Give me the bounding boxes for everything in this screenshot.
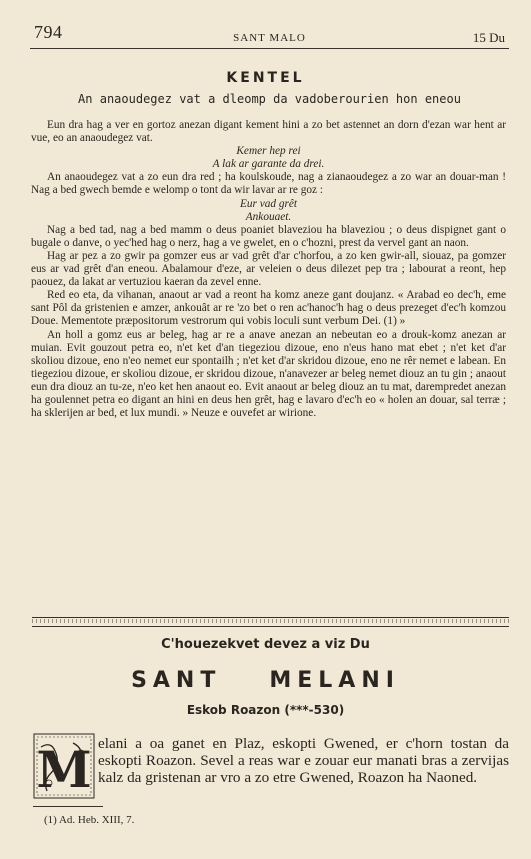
saint-name xyxy=(0,668,531,693)
lesson-body xyxy=(31,119,506,420)
paragraph: Nag a bed tad, nag a bed mamm o deus poaniet blaveziou ha blaveziou ; o deus dispignet gant o bugale o danve, o yec'hed hag o nerz, hag a ve gwelet, en o c'hozni, prest da vervel gant an naon. xyxy=(31,223,506,249)
section-separator xyxy=(32,617,509,627)
footnote-rule xyxy=(33,806,103,807)
paragraph: An holl a gomz eus ar beleg, hag ar re a anave anezan an nebeutan eo a drouk-komz anezan ar muian. Evit gouzout petra eo, n'et ket d'an tiegeziou dizoue, eno n'eus hano mat ebet ; n'et ket d'ar skoliou dizoue, eno n'eo nemet eur spontailh ; n'et ket d'ar skridou dizoue, eno ne rêr nemet e labean. En tiegeziou dizoue, er skoliou dizoue, er skridou dizoue, n'anavezer ar beleg nemet diouz an tu gin ; anaout eun dra diouz an tu-ze, n'eo ket hen anaout eo. Evit anaout ar beleg diouz an tu mat, darempredet anezan ha goulennet petra eo digant an hini en deus hen grêt, hag e lavaro d'ec'h eo « holen an douar, sal terræ ; ha sklerijen ar bed, et lux mundi. » Neuze e ouvefet ar wirione. xyxy=(31,328,506,420)
lesson-title: KENTEL xyxy=(226,70,305,86)
saint-subtitle: Eskob Roazon (***-530) xyxy=(186,703,345,717)
verse-line: Ankouaet. xyxy=(245,210,292,223)
footnote: (1) Ad. Heb. XIII, 7. xyxy=(44,814,135,826)
header-rule xyxy=(30,48,509,49)
dropcap-letter: M xyxy=(36,740,92,799)
section-heading: C'houezekvet devez a viz Du xyxy=(161,637,370,652)
header-date: 15 Du xyxy=(472,30,505,45)
paragraph: Red eo eta, da vihanan, anaout ar vad a reont ha komz aneze gant doujanz. « Arabad eo dec'h, eme sant Pôl da gristenien e amzer, ankouât ar re 'zo bet o ren ac'hanoc'h hag o deus prezeget d'ec'h komzou Doue. Mementote præpositorum vestrorum qui vobis loculi sunt verbum Dei. (1) » xyxy=(31,289,506,328)
page-number: 794 xyxy=(34,22,63,42)
lesson-subtitle: An anaoudegez vat a dleomp da vadoberourien hon eneou xyxy=(78,92,461,106)
running-title: SANT MALO xyxy=(233,32,306,44)
saint-text xyxy=(98,736,509,786)
paragraph: Eun dra hag a ver en gortoz anezan digant kement hini a zo bet astennet an dorn d'ezan war hent ar vue, eo an anaoudegez vat. xyxy=(31,119,506,145)
page-header xyxy=(30,20,509,46)
dropcap-m-icon xyxy=(33,733,95,799)
verse-line: Eur vad grêt xyxy=(239,197,298,210)
paragraph: Hag ar pez a zo gwir pa gomzer eus ar vad grêt d'ar c'horfou, a zo ken gwir-all, siouaz, pa gomzer eus ar vad grêt d'an eneou. Abalamour d'eze, ar veleien o deus dilezet pep tra ; labourat a reont, hep paouez, da lakat ar vertuziou kaeran da zevel enne. xyxy=(31,249,506,289)
verse-line: Kemer hep rei xyxy=(236,145,301,158)
paragraph: An anaoudegez vat a zo eun dra red ; ha koulskoude, nag a zianaoudegez a zo war an douar-man ! Nag a bed gwech bemde e welomp o tont da wir lavar ar re goz : xyxy=(31,171,506,197)
saint-name-word: SANT xyxy=(131,668,222,693)
saint-name-word: MELANI xyxy=(269,668,400,693)
paragraph: elani a oa ganet en Plaz, eskopti Gwened, er c'horn tostan da eskopti Roazon. Sevel a reas war e zouar eur manati bras a zervijas kalz da gristenan ar vro a zo etre Gwened, Roazon ha Naoned. xyxy=(98,735,509,786)
verse-line: A lak ar garante da drei. xyxy=(212,158,325,171)
